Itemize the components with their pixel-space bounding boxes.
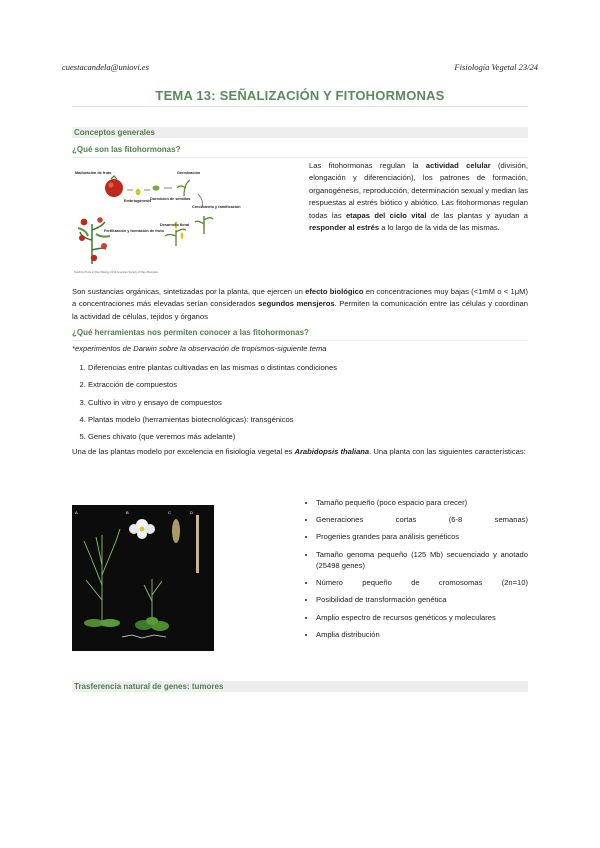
embryo-icon <box>136 189 141 195</box>
darwin-note: *experimentos de Darwin sobre la observación de tropismos-siguiente tema <box>72 344 327 353</box>
fig-label-dormicion: Dormición de semillas <box>150 197 191 201</box>
question-divider <box>72 157 528 158</box>
list-item: 2. Extracción de compuestos <box>88 379 337 396</box>
question-fitohormonas: ¿Qué son las fitohormonas? <box>72 145 181 154</box>
tools-list <box>72 362 337 448</box>
plant-life-cycle-figure <box>72 164 241 276</box>
fig-label-desarrollo-floral: Desarrollo floral <box>160 223 190 227</box>
list-item: 5. Genes chivato (que veremos más adelante) <box>88 431 337 448</box>
list-item: • Progenies grandes para análisis genéticos <box>316 531 528 542</box>
seed-icon <box>153 185 160 190</box>
header-course: Fisiología Vegetal 23/24 <box>454 62 538 72</box>
fig-caption: Teaching Tools in Plant Biology 2010 American Society of Plant Biologists <box>74 271 159 274</box>
list-item: • Número pequeño de cromosomas (2n=10) <box>316 577 528 588</box>
list-item: 3. Cultivo in vitro y ensayo de compuestos <box>88 397 337 414</box>
list-item: • Posibilidad de transformación genética <box>316 594 528 605</box>
list-item: • Amplia distribución <box>316 629 528 640</box>
tomato-fruit-icon <box>105 179 123 197</box>
list-item: 1. Diferencias entre plantas cultivadas en las mismas o distintas condiciones <box>88 362 337 379</box>
fig-label-crecimiento: Crecimiento y ramificación <box>192 205 241 209</box>
list-item: • Tamaño genoma pequeño (125 Mb) secuenciado y anotado (25498 genes) <box>316 549 528 572</box>
seed-pod-icon <box>172 519 180 543</box>
page-title: TEMA 13: SEÑALIZACIÓN Y FITOHORMONAS <box>155 88 445 103</box>
svg-text:C: C <box>168 510 171 515</box>
question-herramientas: ¿Qué herramientas nos permiten conocer a las fitohormonas? <box>72 328 309 337</box>
list-item: • Tamaño pequeño (poco espacio para crecer) <box>316 497 528 508</box>
arabidopsis-features-list <box>302 497 528 646</box>
intro-paragraph: Las fitohormonas regulan la actividad celular (división, elongación y diferenciación), los patrones de formación, organogénesis, reproducción, determinación sexual y median las respuestas al estrés biótico y abiótico. Las fitohormonas regulan todas las etapas del ciclo vital de las plantas y ayudan a responder al estrés a lo largo de la vida de las mismas. <box>309 161 528 233</box>
header-email: cuestacandela@uniovi.es <box>62 62 149 72</box>
arabidopsis-paragraph: Una de las plantas modelo por excelencia en fisiología vegetal es Arabidopsis thaliana. Una planta con las siguientes características: <box>72 447 526 456</box>
fig-label-maduracion: Maduración de fruto <box>75 171 112 175</box>
title-divider <box>72 106 528 107</box>
list-item: 4. Plantas modelo (herramientas biotecnológicas): transgénicos <box>88 414 337 431</box>
list-item: • Amplio espectro de recursos genéticos y moleculares <box>316 612 528 623</box>
definition-paragraph: Son sustancias orgánicas, sintetizadas por la planta, que ejercen un efecto biológico en concentraciones muy bajas (<1mM o < 1μM) a concentraciones más elevadas serían considerados segundos mensjeros. Permiten la comunicación entre las células y coordinan la actividad de células, tejidos y órganos <box>72 287 528 321</box>
svg-text:B: B <box>126 510 129 515</box>
fig-label-embriogenesis: Embriogénesis <box>124 199 152 203</box>
question-divider-2 <box>72 340 528 341</box>
arabidopsis-figure <box>72 505 214 651</box>
silique-icon <box>196 515 199 573</box>
fig-label-germinacion: Germinación <box>177 171 201 175</box>
section-heading-conceptos: Conceptos generales <box>72 127 528 138</box>
list-item: • Generaciones cortas (6-8 semanas) <box>316 514 528 525</box>
section-heading-trasferencia: Trasferencia natural de genes: tumores <box>72 681 528 692</box>
fig-label-fertilizacion: Fertilización y formación de fruto <box>104 229 164 233</box>
svg-text:D: D <box>190 510 193 515</box>
svg-text:A: A <box>75 510 78 515</box>
